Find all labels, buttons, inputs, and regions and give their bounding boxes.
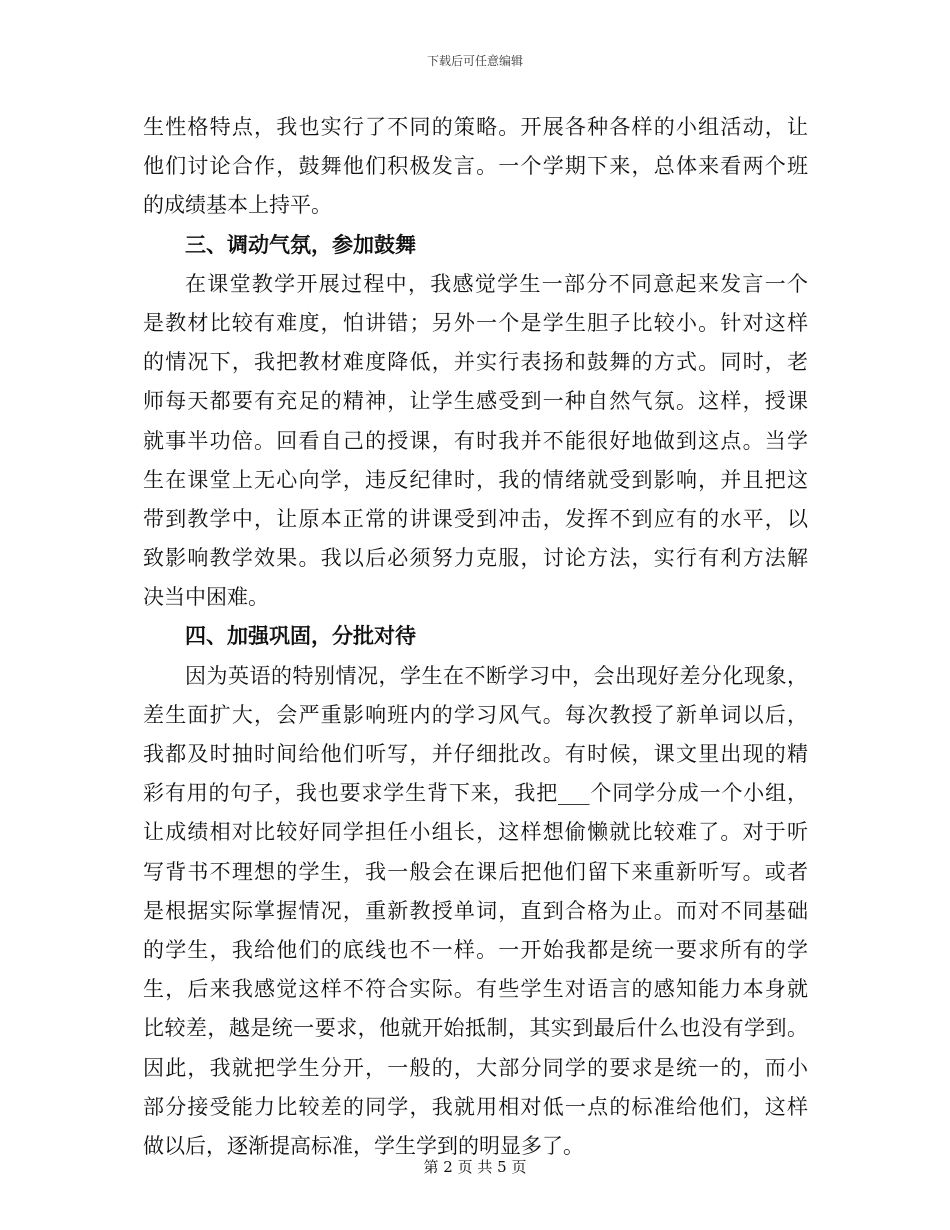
paragraph bbox=[143, 265, 808, 618]
text-line: 做以后，逐渐提高标准，学生学到的明显多了。 bbox=[143, 1133, 584, 1158]
text-line: 致影响教学效果。我以后必须努力克服，讨论方法，实行有利方法解 bbox=[143, 546, 808, 571]
text-line: 他们讨论合作，鼓舞他们积极发言。一个学期下来，总体来看两个班 bbox=[143, 154, 808, 179]
text-line: 部分接受能力比较差的同学，我就用相对低一点的标准给他们，这样 bbox=[143, 1094, 808, 1119]
document-body bbox=[143, 108, 808, 1166]
text-line: 师每天都要有充足的精神，让学生感受到一种自然气氛。这样，授课 bbox=[143, 389, 808, 414]
section-heading: 三、调动气氛，参加鼓舞 bbox=[185, 232, 416, 257]
page-header: 下载后可任意编辑 bbox=[426, 54, 523, 68]
text-line: 比较差，越是统一要求，他就开始抵制，其实到最后什么也没有学到。 bbox=[143, 1016, 808, 1041]
text-line: 我都及时抽时间给他们听写，并仔细批改。有时候，课文里出现的精 bbox=[143, 742, 808, 766]
text-line: 因为英语的特别情况，学生在不断学习中，会出现好差分化现象， bbox=[185, 663, 808, 688]
text-line: 生性格特点，我也实行了不同的策略。开展各种各样的小组活动，让 bbox=[143, 115, 808, 139]
text-line: 是根据实际掌握情况，重新教授单词，直到合格为止。而对不同基础 bbox=[143, 898, 808, 923]
text-line: 是教材比较有难度，怕讲错；另外一个是学生胆子比较小。针对这样 bbox=[143, 310, 808, 335]
text-line: 差生面扩大，会严重影响班内的学习风气。每次教授了新单词以后， bbox=[143, 702, 808, 727]
text-line: 彩有用的句子，我也要求学生背下来，我把___个同学分成一个小组， bbox=[143, 781, 808, 806]
paragraph bbox=[143, 657, 808, 1166]
text-line: 的学生，我给他们的底线也不一样。一开始我都是统一要求所有的学 bbox=[143, 937, 808, 962]
text-line: 让成绩相对比较好同学担任小组长，这样想偷懒就比较难了。对于听 bbox=[143, 820, 808, 845]
text-line: 生在课堂上无心向学，违反纪律时，我的情绪就受到影响，并且把这 bbox=[143, 467, 808, 492]
text-line: 写背书不理想的学生，我一般会在课后把他们留下来重新听写。或者 bbox=[143, 859, 808, 884]
text-line: 在课堂教学开展过程中，我感觉学生一部分不同意起来发言一个 bbox=[185, 271, 808, 296]
text-line: 生，后来我感觉这样不符合实际。有些学生对语言的感知能力本身就 bbox=[143, 977, 808, 1002]
text-line: 就事半功倍。回看自己的授课，有时我并不能很好地做到这点。当学 bbox=[143, 428, 808, 453]
paragraph bbox=[143, 108, 808, 226]
text-line: 的情况下，我把教材难度降低，并实行表扬和鼓舞的方式。同时，老 bbox=[143, 350, 808, 375]
text-line: 带到教学中，让原本正常的讲课受到冲击，发挥不到应有的水平，以 bbox=[143, 506, 808, 531]
text-line: 的成绩基本上持平。 bbox=[143, 193, 332, 218]
text-line: 因此，我就把学生分开，一般的，大部分同学的要求是统一的，而小 bbox=[143, 1055, 808, 1080]
page-number-footer: 第 2 页 共 5 页 bbox=[423, 1158, 527, 1176]
section-heading: 四、加强巩固，分批对待 bbox=[185, 624, 416, 649]
text-line: 决当中困难。 bbox=[143, 585, 269, 610]
